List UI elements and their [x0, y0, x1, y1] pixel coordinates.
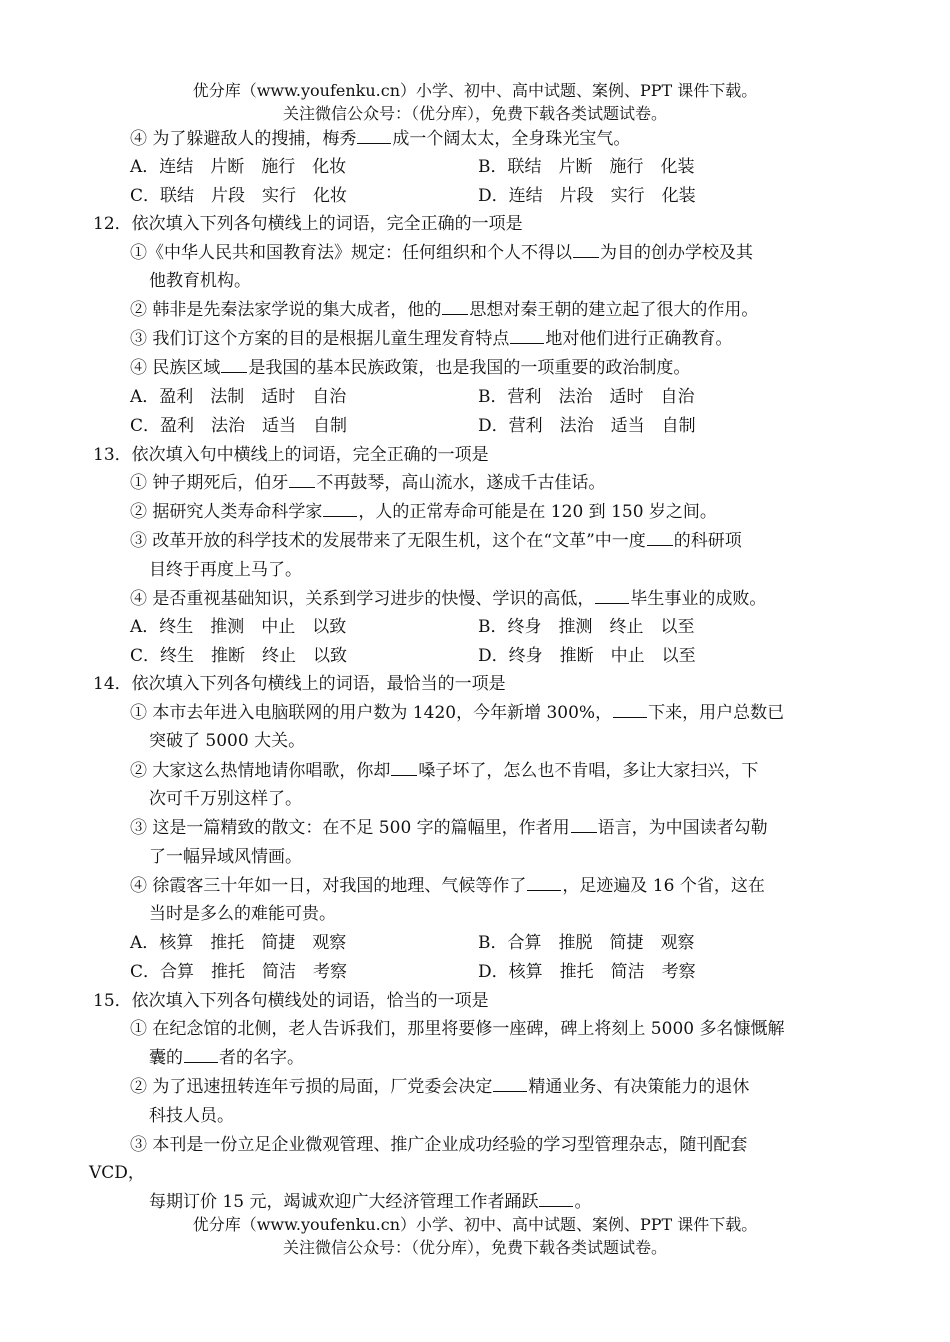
q12-stem: 12．依次填入下列各句横线上的词语，完全正确的一项是: [93, 214, 523, 234]
q13-item-3-cont: 目终于再度上马了。: [149, 560, 302, 580]
q11-option-d[interactable]: D．连结 片段 实行 化装: [478, 186, 696, 206]
q15-item-2: ② 为了迅速扭转连年亏损的局面，厂党委会决定 精通业务、有决策能力的退休: [130, 1072, 749, 1097]
q14-item-3-cont: 了一幅异域风情画。: [149, 847, 302, 867]
answer-blank[interactable]: [493, 1074, 527, 1092]
q14-item-4-cont: 当时是多么的难能可贵。: [149, 904, 336, 924]
q12-option-a[interactable]: A．盈利 法制 适时 自治: [130, 387, 347, 407]
answer-blank[interactable]: [595, 586, 629, 604]
answer-blank[interactable]: [571, 815, 597, 833]
q12-item-3: ③ 我们订这个方案的目的是根据儿童生理发育特点 地对他们进行正确教育。: [130, 324, 732, 349]
answer-blank[interactable]: [510, 326, 544, 344]
q15-item-2-cont: 科技人员。: [149, 1106, 234, 1126]
q15-item-3-wrap: VCD，: [89, 1163, 145, 1183]
footer-line-1: 优分库（www.youfenku.cn）小学、初中、高中试题、案例、PPT 课件下载。: [192, 1215, 758, 1234]
q13-item-4: ④ 是否重视基础知识，关系到学习进步的快慢、学识的高低， 毕生事业的成败。: [130, 584, 766, 609]
q15-item-3-cont: 每期订价 15 元，竭诚欢迎广大经济管理工作者踊跃 。: [149, 1187, 591, 1212]
q11-item-4: ④ 为了躲避敌人的搜捕，梅秀 成一个阔太太，全身珠光宝气。: [130, 124, 630, 149]
q12-option-c[interactable]: C．盈利 法治 适当 自制: [130, 416, 348, 436]
q14-item-2: ② 大家这么热情地请你唱歌，你却 嗓子坏了，怎么也不肯唱，多让大家扫兴，下: [130, 756, 758, 781]
q11-option-b[interactable]: B．联结 片断 施行 化装: [478, 157, 695, 177]
answer-blank[interactable]: [289, 470, 315, 488]
q15-item-1-cont: 囊的 者的名字。: [149, 1043, 304, 1068]
q14-stem: 14．依次填入下列各句横线上的词语，最恰当的一项是: [93, 674, 506, 694]
q12-option-b[interactable]: B．营利 法治 适时 自治: [478, 387, 695, 407]
answer-blank[interactable]: [323, 499, 357, 517]
answer-blank[interactable]: [357, 126, 391, 144]
q15-item-1: ① 在纪念馆的北侧，老人告诉我们，那里将要修一座碑，碑上将刻上 5000 多名慷慨解: [130, 1019, 785, 1039]
answer-blank[interactable]: [539, 1189, 573, 1207]
q14-item-3: ③ 这是一篇精致的散文：在不足 500 字的篇幅里，作者用 语言，为中国读者勾勒: [130, 813, 768, 838]
header-line-2: 关注微信公众号：（优分库），免费下载各类试题试卷。: [282, 104, 667, 123]
q14-option-d[interactable]: D．核算 推托 简洁 考察: [478, 962, 696, 982]
q11-option-c[interactable]: C．联结 片段 实行 化妆: [130, 186, 348, 206]
q12-item-4: ④ 民族区域 是我国的基本民族政策，也是我国的一项重要的政治制度。: [130, 353, 690, 378]
answer-blank[interactable]: [647, 528, 673, 546]
q12-item-1-cont: 他教育机构。: [149, 271, 251, 291]
q13-option-d[interactable]: D．终身 推断 中止 以至: [478, 646, 696, 666]
q13-item-3: ③ 改革开放的科学技术的发展带来了无限生机，这个在“文革”中一度 的科研项: [130, 526, 742, 551]
answer-blank[interactable]: [573, 240, 599, 258]
answer-blank[interactable]: [442, 297, 468, 315]
q12-item-1: ①《中华人民共和国教育法》规定：任何组织和个人不得以 为目的创办学校及其: [130, 238, 753, 263]
q14-item-1-cont: 突破了 5000 大关。: [149, 731, 306, 751]
q12-item-2: ② 韩非是先秦法家学说的集大成者，他的 思想对秦王朝的建立起了很大的作用。: [130, 295, 758, 320]
footer-line-2: 关注微信公众号：（优分库），免费下载各类试题试卷。: [282, 1238, 667, 1257]
q12-option-d[interactable]: D．营利 法治 适当 自制: [478, 416, 696, 436]
header-line-1: 优分库（www.youfenku.cn）小学、初中、高中试题、案例、PPT 课件下载。: [192, 81, 758, 100]
q13-item-1: ① 钟子期死后，伯牙 不再鼓琴，高山流水，遂成千古佳话。: [130, 468, 605, 493]
q14-item-2-cont: 次可千万别这样了。: [149, 789, 302, 809]
q13-option-c[interactable]: C．终生 推断 终止 以致: [130, 646, 348, 666]
answer-blank[interactable]: [613, 700, 647, 718]
q13-option-a[interactable]: A．终生 推测 中止 以致: [130, 617, 347, 637]
q14-option-c[interactable]: C．合算 推托 简洁 考察: [130, 962, 348, 982]
q15-stem: 15．依次填入下列各句横线处的词语，恰当的一项是: [93, 991, 489, 1011]
q14-item-4: ④ 徐霞客三十年如一日，对我国的地理、气候等作了 ，足迹遍及 16 个省，这在: [130, 871, 765, 896]
answer-blank[interactable]: [221, 355, 247, 373]
answer-blank[interactable]: [184, 1045, 218, 1063]
q14-item-1: ① 本市去年进入电脑联网的用户数为 1420，今年新增 300%， 下来，用户总数已: [130, 698, 784, 723]
q14-option-b[interactable]: B．合算 推脱 简捷 观察: [478, 933, 695, 953]
q13-item-2: ② 据研究人类寿命科学家 ，人的正常寿命可能是在 120 到 150 岁之间。: [130, 497, 717, 522]
answer-blank[interactable]: [527, 873, 561, 891]
answer-blank[interactable]: [391, 758, 417, 776]
q11-option-a[interactable]: A．连结 片断 施行 化妆: [130, 157, 347, 177]
q15-item-3: ③ 本刊是一份立足企业微观管理、推广企业成功经验的学习型管理杂志，随刊配套: [130, 1135, 748, 1155]
q14-option-a[interactable]: A．核算 推托 简捷 观察: [130, 933, 347, 953]
q13-option-b[interactable]: B．终身 推测 终止 以至: [478, 617, 695, 637]
q13-stem: 13．依次填入句中横线上的词语，完全正确的一项是: [93, 445, 489, 465]
